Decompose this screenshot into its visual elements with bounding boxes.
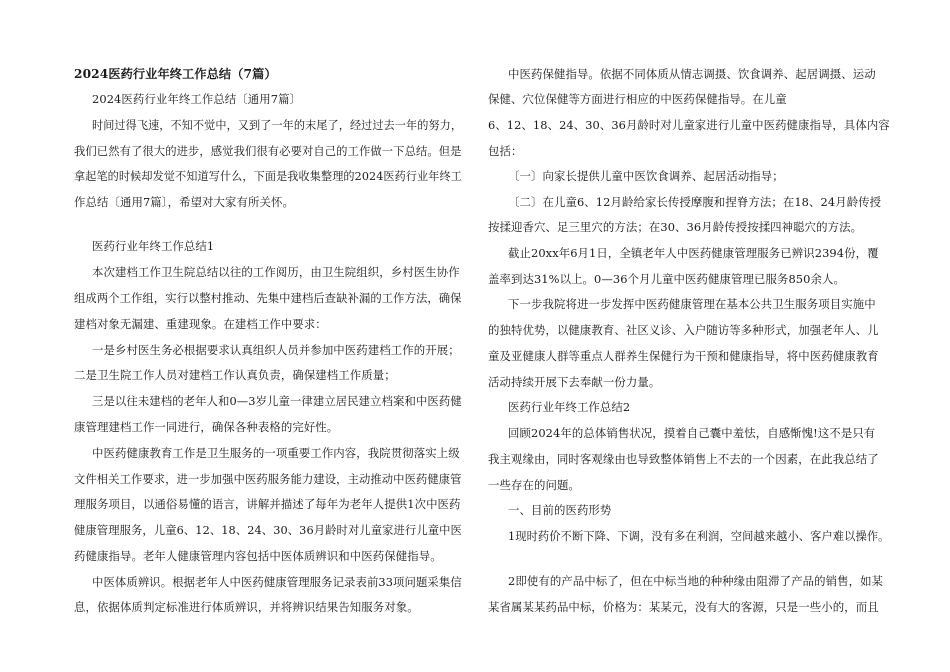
paragraph-line: 6、12、18、24、30、36月龄时对儿童家进行儿童中医药健康指导，具体内容 — [488, 118, 890, 132]
paragraph-line: 包括： — [488, 144, 523, 158]
list-item: 〔二〕在儿童6、12月龄给家长传授摩腹和捏脊方法；在18、24月龄传授 — [508, 195, 882, 209]
document-title: 2024医药行业年终工作总结（7篇） — [74, 67, 277, 81]
paragraph-line: 康管理建档工作一同进行，确保各种表格的完好性。 — [74, 420, 339, 434]
list-item: 〔一〕向家长提供儿童中医饮食调养、起居活动指导； — [508, 169, 784, 183]
paragraph-line: 下一步我院将进一步发挥中医药健康管理在基本公共卫生服务项目实施中 — [508, 297, 876, 311]
paragraph-line: 药健康指导。老年人健康管理内容包括中医体质辨识和中医药保健指导。 — [74, 549, 442, 563]
paragraph-line: 组成两个工作组，实行以整村推动、先集中建档后查缺补漏的工作方法，确保 — [74, 291, 462, 305]
paragraph-line: 文件相关工作要求，进一步加强中医药服务能力建设，主动推动中医药健康管 — [74, 472, 462, 486]
subtitle-line: 2024医药行业年终工作总结〔通用7篇〕 — [92, 92, 302, 106]
paragraph-line: 按揉迎香穴、足三里穴的方法；在30、36月龄传授按揉四神聪穴的方法。 — [488, 220, 863, 234]
paragraph-line: 回顾2024年的总体销售状况，摸着自己囊中羞怯，自感惭愧!这不是只有 — [508, 426, 876, 440]
paragraph-line: 童及亚健康人群等重点人群养生保健行为干预和健康指导，将中医药健康教育 — [488, 349, 879, 363]
paragraph-line: 某省属某某药品中标，价格为：某某元，没有大的客源，只是一些小的，而且 — [488, 600, 879, 614]
paragraph-line: 1现时药价不断下降、下调，没有多在利润，空间越来越小、客户难以操作。 — [508, 529, 890, 543]
paragraph-line: 我主观缘由，同时客观缘由也导致整体销售上不去的一个因素，在此我总结了 — [488, 452, 879, 466]
paragraph-line: 拿起笔的时候却发觉不知道写什么，下面是我收集整理的2024医药行业年终工 — [74, 169, 462, 183]
paragraph-line: 中医药健康教育工作是卫生服务的一项重要工作内容，我院贯彻落实上级 — [92, 446, 460, 460]
paragraph-line: 一是乡村医生务必根据要求认真组织人员并参加中医药建档工作的开展； — [92, 343, 460, 357]
paragraph-line: 中医体质辨识。根据老年人中医药健康管理服务记录表前33项问题采集信 — [92, 575, 462, 589]
paragraph-line: 保健、穴位保健等方面进行相应的中医药保健指导。在儿童 — [488, 92, 787, 106]
paragraph-line: 二是卫生院工作人员对建档工作认真负责，确保建档工作质量； — [74, 368, 396, 382]
paragraph-line: 本次建档工作卫生院总结以往的工作阅历，由卫生院组织，乡村医生协作 — [92, 265, 460, 279]
paragraph-line: 截止20xx年6月1日，全镇老年人中医药健康管理服务已辨识2394份，覆 — [508, 246, 879, 260]
paragraph-line: 的独特优势，以健康教育、社区义诊、入户随访等多种形式，加强老年人、儿 — [488, 323, 879, 337]
paragraph-line: 盖率到达31%以上。0—36个月儿童中医药健康管理已服务850余人。 — [488, 272, 845, 286]
section-heading: 医药行业年终工作总结2 — [508, 400, 631, 414]
paragraph-line: 建档对象无漏建、重建现象。在建档工作中要求： — [74, 317, 327, 331]
paragraph-line: 2即使有的产品中标了，但在中标当地的种种缘由阻滞了产品的销售，如某 — [508, 574, 884, 588]
section-heading: 医药行业年终工作总结1 — [92, 239, 215, 253]
paragraph-line: 息，依据体质判定标准进行体质辨识，并将辨识结果告知服务对象。 — [74, 600, 419, 614]
paragraph-line: 中医药保健指导。依据不同体质从情志调摄、饮食调养、起居调摄、运动 — [508, 67, 876, 81]
paragraph-line: 我们已然有了很大的进步，感觉我们很有必要对自己的工作做一下总结。但是 — [74, 144, 462, 158]
paragraph-line: 理服务项目，以通俗易懂的语言，讲解并描述了每年为老年人提供1次中医药 — [74, 497, 461, 511]
paragraph-line: 时间过得飞速，不知不觉中，又到了一年的末尾了，经过过去一年的努力， — [92, 118, 463, 132]
paragraph-line: 活动持续开展下去奉献一份力量。 — [488, 375, 661, 389]
paragraph-line: 作总结〔通用7篇〕，希望对大家有所关怀。 — [74, 195, 294, 209]
paragraph-line: 三是以往未建档的老年人和0—3岁儿童一律建立居民建立档案和中医药健 — [92, 394, 462, 408]
subsection-heading: 一、目前的医药形势 — [508, 503, 612, 517]
paragraph-line: 健康管理服务，儿童6、12、18、24、30、36月龄时对儿童家进行儿童中医 — [74, 523, 462, 537]
paragraph-line: 一些存在的问题。 — [488, 478, 580, 492]
